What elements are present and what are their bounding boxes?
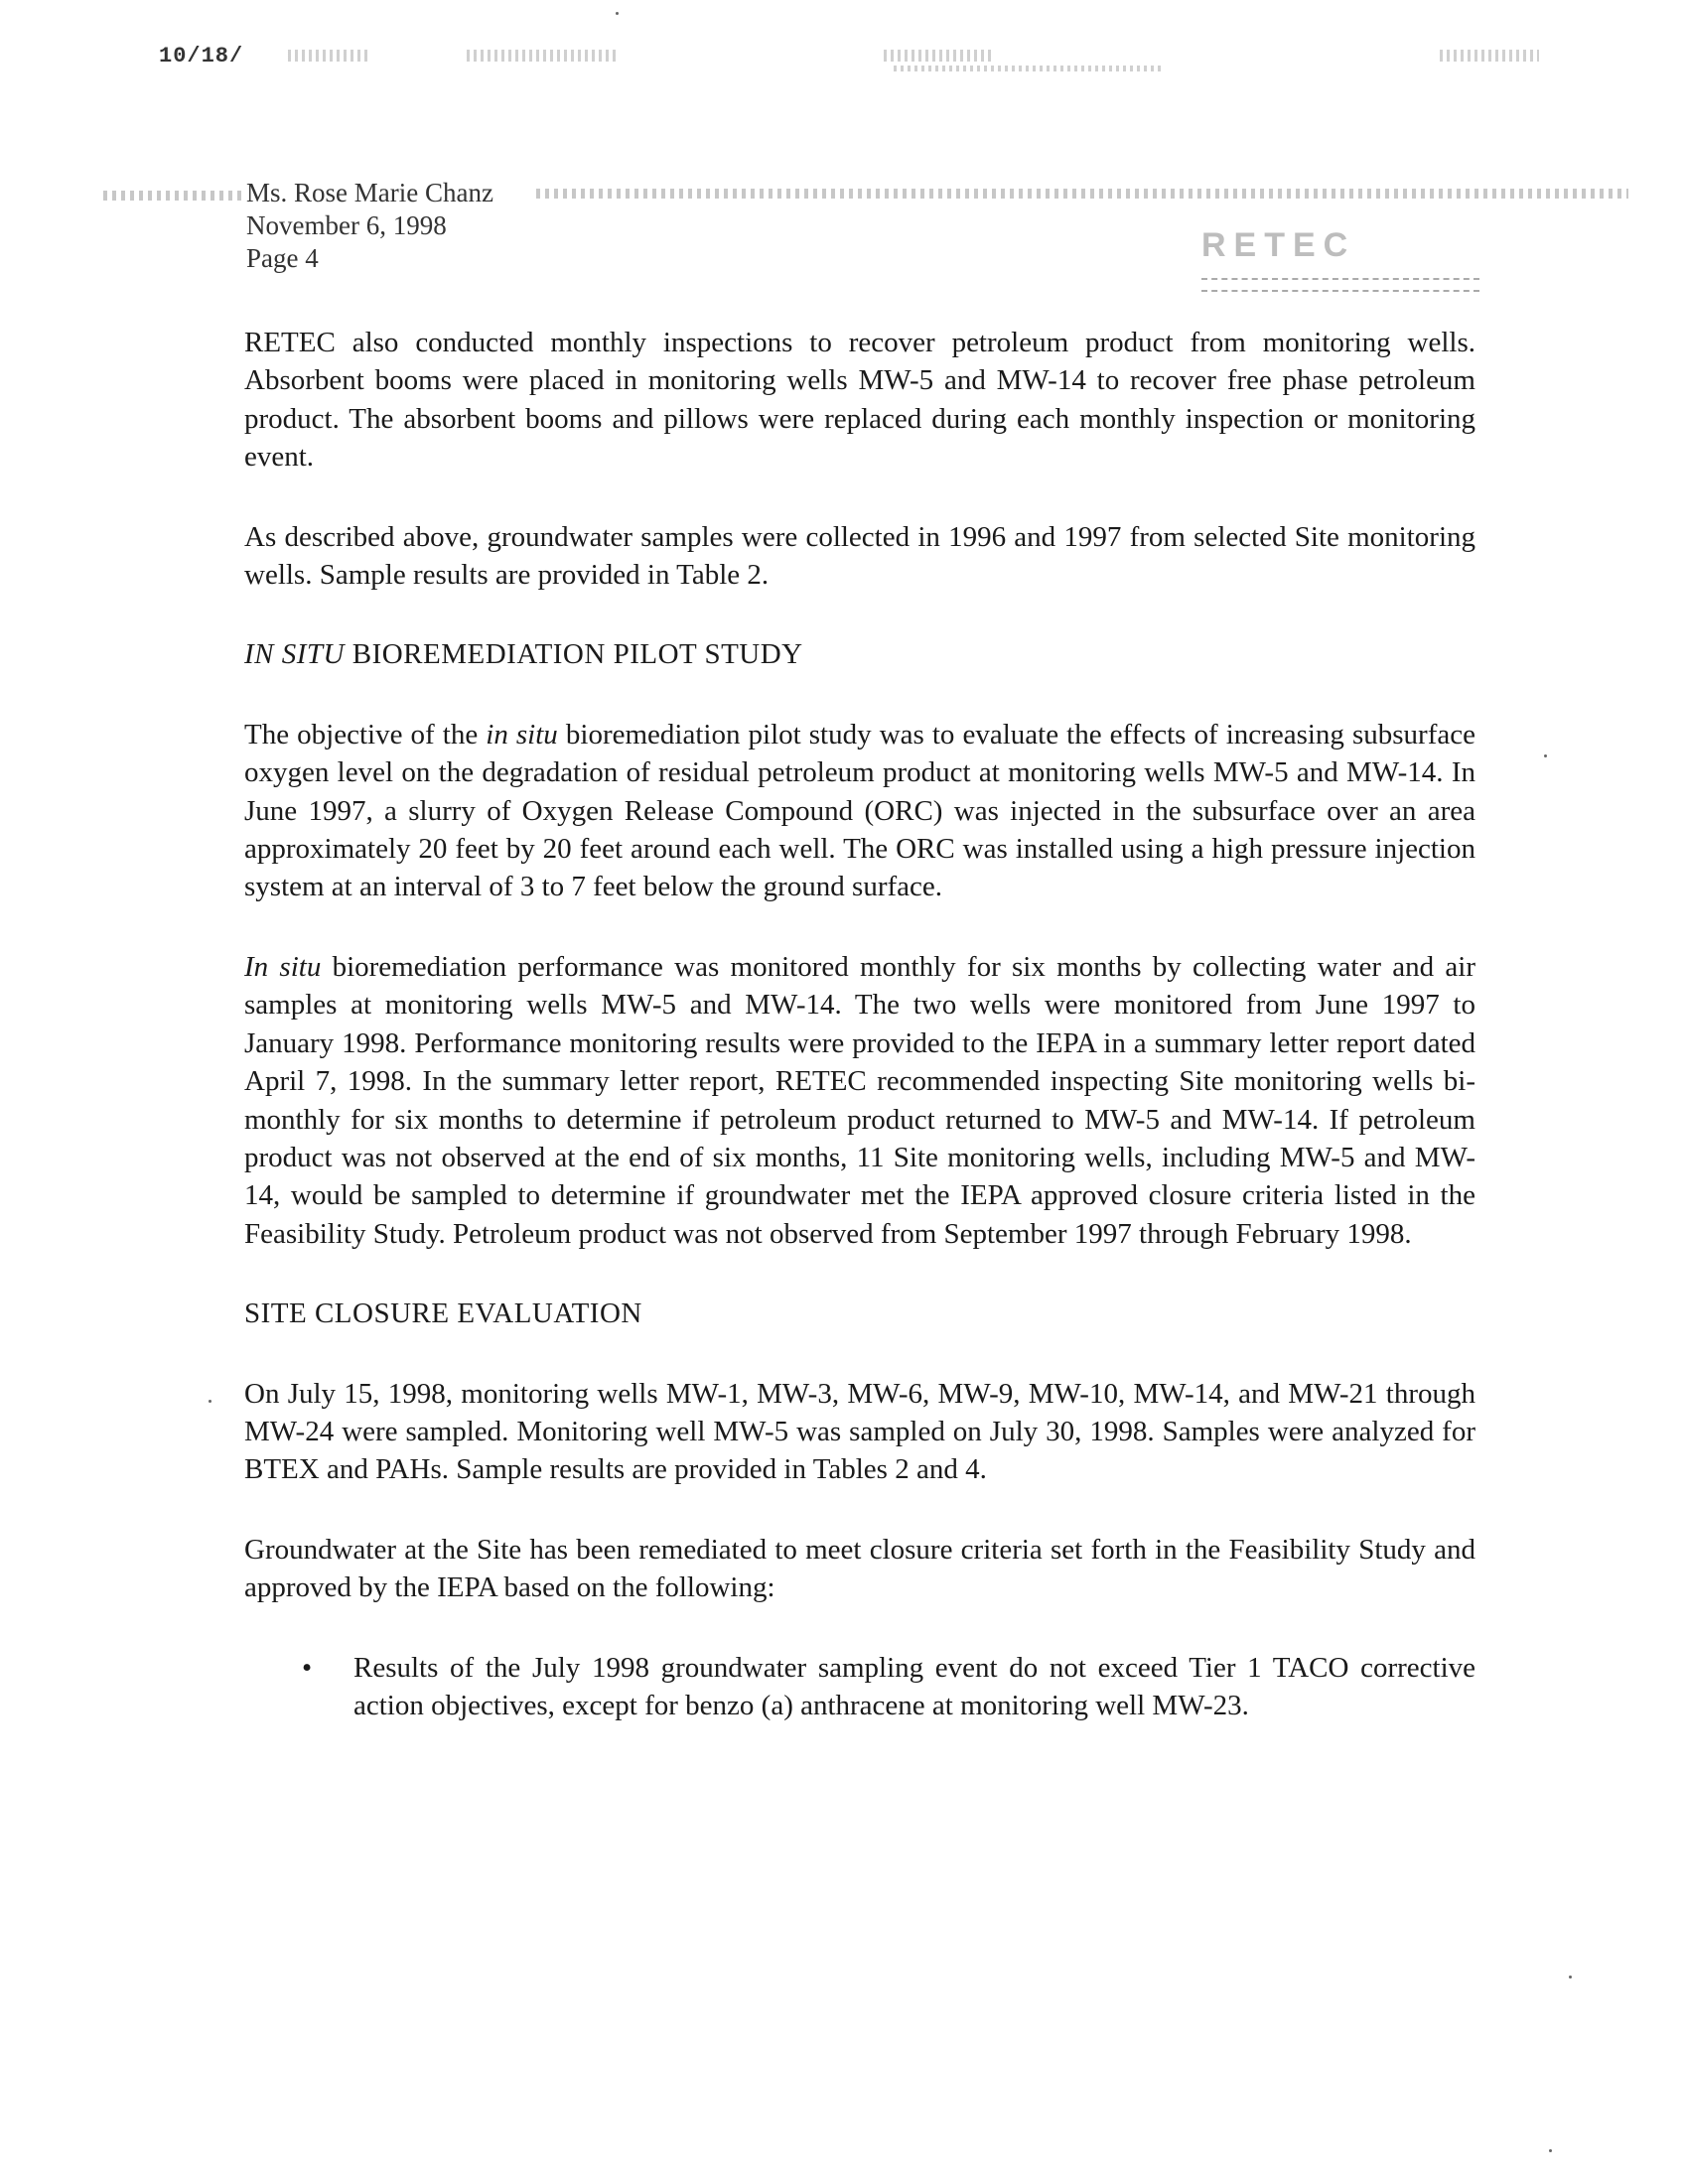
fax-header-smudge xyxy=(288,50,367,62)
addressee: Ms. Rose Marie Chanz xyxy=(246,178,493,207)
letter-body xyxy=(244,324,1475,1724)
italic-term: in situ xyxy=(486,718,558,751)
heading-pilot-study xyxy=(244,635,1475,673)
paragraph-product-recovery: RETEC also conducted monthly inspections to recover petroleum product from monitoring wells. Absorbent booms were placed in monitoring wells MW-5 and MW-14 to recover free phase petroleum product. The absorbent booms and pillows were replaced during each monthly inspection or monitoring event. xyxy=(244,327,1475,474)
fax-header-smudge xyxy=(884,50,993,62)
scan-speck xyxy=(616,12,619,15)
scan-noise xyxy=(103,191,242,201)
heading-site-closure: SITE CLOSURE EVALUATION xyxy=(244,1297,642,1330)
list-item-text: Results of the July 1998 groundwater sampling event do not exceed Tier 1 TACO corrective action objectives, except for benzo (a) anthracene at monitoring well MW-23. xyxy=(353,1651,1475,1721)
text-span: bioremediation pilot study was to evaluate the effects of increasing subsurface oxygen level on the degradation of residual petroleum product at monitoring wells MW-5 and MW-14. In June 1997, a slurry of Oxygen Release Compound (ORC) was injected in the subsurface over an area approximately 20 feet by 20 feet around each well. The ORC was installed using a high pressure injection system at an interval of 3 to 7 feet below the ground surface. xyxy=(244,718,1475,903)
fax-header-smudge xyxy=(467,50,616,62)
scan-speck xyxy=(209,1400,211,1403)
letter-date: November 6, 1998 xyxy=(246,210,447,240)
list-item xyxy=(302,1649,1475,1725)
text-span: The objective of the xyxy=(244,718,487,751)
page-number: Page 4 xyxy=(246,243,319,273)
heading-pilot-study-italic: IN SITU xyxy=(244,638,345,671)
scan-noise xyxy=(536,189,1628,199)
paragraph-groundwater-samples: As described above, groundwater samples were collected in 1996 and 1997 from selected Site monitoring wells. Sample results are provided in Table 2. xyxy=(244,520,1475,592)
paragraph-july-sampling: On July 15, 1998, monitoring wells MW-1, MW-3, MW-6, MW-9, MW-10, MW-14, and MW-21 through MW-24 were sampled. Monitoring well MW-5 was sampled on July 30, 1998. Samples were analyzed for BTEX and PAHs. Sample results are provided in Tables 2 and 4. xyxy=(244,1377,1475,1486)
criteria-list xyxy=(244,1649,1475,1725)
scan-speck xyxy=(1544,754,1547,757)
scan-speck xyxy=(1569,1976,1572,1979)
stamp-line xyxy=(1201,278,1479,280)
paragraph-remediation-criteria: Groundwater at the Site has been remediated to meet closure criteria set forth in the Feasibility Study and approved by the IEPA based on the following: xyxy=(244,1533,1475,1604)
paragraph-pilot-objective xyxy=(244,716,1475,906)
fax-date: 10/18/ xyxy=(159,44,244,68)
stamp-text: RETEC xyxy=(1201,226,1356,264)
fax-header-smudge xyxy=(894,66,1162,71)
heading-pilot-study-rest: BIOREMEDIATION PILOT STUDY xyxy=(344,638,803,671)
received-stamp xyxy=(1201,226,1470,306)
stamp-line xyxy=(1201,290,1479,292)
letterhead xyxy=(246,177,493,275)
italic-term: In situ xyxy=(244,950,322,983)
text-span: bioremediation performance was monitored monthly for six months by collecting water and air samples at monitoring wells MW-5 and MW-14. The two wells were monitored from June 1997 to January 1998. Performance monitoring results were provided to the IEPA in a summary letter report dated April 7, 1998. In the summary letter report, RETEC recommended inspecting Site monitoring wells bi-monthly for six months to determine if petroleum product returned to MW-5 and MW-14. If petroleum product was not observed at the end of six months, 11 Site monitoring wells, including MW-5 and MW-14, would be sampled to determine if groundwater met the IEPA approved closure criteria listed in the Feasibility Study. Petroleum product was not observed from September 1997 through February 1998. xyxy=(244,950,1475,1250)
bullet-icon: • xyxy=(302,1651,313,1684)
paragraph-pilot-performance xyxy=(244,948,1475,1253)
fax-header-smudge xyxy=(1440,50,1539,62)
scan-speck xyxy=(1549,2149,1552,2152)
fax-header xyxy=(159,44,1589,83)
